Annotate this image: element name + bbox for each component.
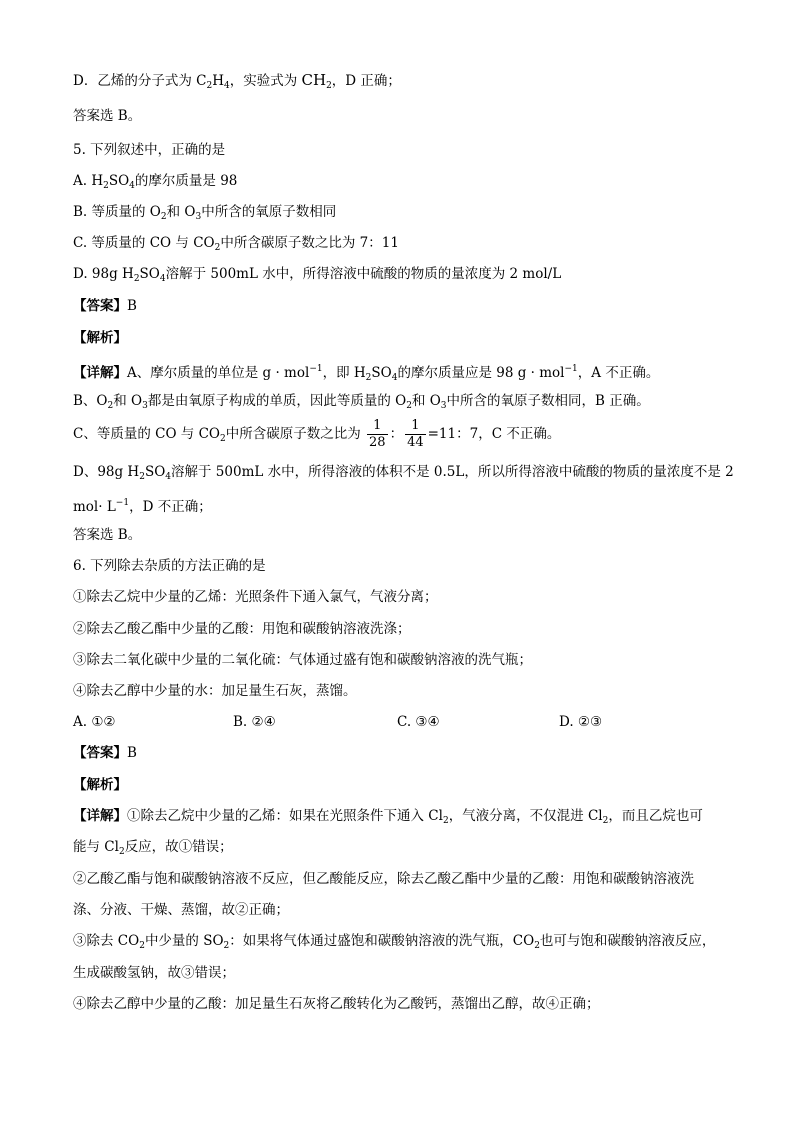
question-5-option-a xyxy=(73,171,237,196)
question-6-detail-2-cont: 涤、分液、干燥、蒸馏，故②正确； xyxy=(73,902,289,918)
subscript: 2 xyxy=(118,847,125,857)
fraction xyxy=(405,418,426,451)
text: A. H xyxy=(73,173,104,189)
question-6-detail-3 xyxy=(73,931,715,956)
text: ①除去乙烷中少量的乙烯：如果在光照条件下通入 Cl xyxy=(127,808,443,824)
subscript: 2 xyxy=(133,274,140,284)
option-a: A. ①② xyxy=(73,714,116,730)
subscript: 2 xyxy=(442,816,449,826)
subscript: 2 xyxy=(223,941,230,951)
text: SO xyxy=(139,266,160,282)
text: 中所含的氧原子数相同 xyxy=(201,204,337,220)
text: mol· L xyxy=(73,499,116,515)
fraction xyxy=(367,418,388,451)
question-5-analysis-tag xyxy=(73,328,127,348)
subscript: 2 xyxy=(206,81,213,91)
text: ，即 H xyxy=(322,365,366,381)
analysis-tag: 【解析】 xyxy=(73,330,127,346)
option-c: C. ③④ xyxy=(397,714,440,730)
question-6-options xyxy=(73,712,733,732)
detail-tag: 【详解】 xyxy=(73,365,127,381)
question-5-option-b xyxy=(73,202,336,227)
denominator: 28 xyxy=(369,435,386,450)
question-6-item-1: ①除去乙烷中少量的乙烯：光照条件下通入氯气，气液分离； xyxy=(73,589,438,605)
text: ，气液分离，不仅混进 Cl xyxy=(448,808,603,824)
subscript: 2 xyxy=(602,816,609,826)
text: 反应，故①错误； xyxy=(124,839,233,855)
subscript: 2 xyxy=(103,181,109,191)
option-b: B. ②④ xyxy=(233,714,276,730)
text: ，D 正确； xyxy=(331,73,401,89)
text: A、摩尔质量的单位是 g · mol xyxy=(127,365,310,381)
subscript: 2 xyxy=(139,941,145,951)
answer-tag: 【答案】 xyxy=(73,298,127,314)
text: 中所含碳原子数之比为 xyxy=(225,426,366,442)
subscript: 2 xyxy=(139,472,145,482)
option-d: D. ②③ xyxy=(559,714,603,730)
subscript: 3 xyxy=(440,401,447,411)
text: 中少量的 SO xyxy=(144,933,224,949)
text: 能与 Cl xyxy=(73,839,119,855)
text: H xyxy=(212,73,224,89)
question-5-explanation-d xyxy=(73,462,734,487)
text: 和 O xyxy=(166,204,196,220)
text: C、等质量的 CO 与 CO xyxy=(73,426,220,442)
text: D．乙烯的分子式为 C xyxy=(73,73,207,89)
subscript: 2 xyxy=(214,243,221,253)
subscript: 2 xyxy=(406,401,412,411)
question-6-detail-2: ②乙酸乙酯与饱和碳酸钠溶液不反应，但乙酸能反应，除去乙酸乙酯中少量的乙酸：用饱和碳酸钠溶液洗 xyxy=(73,871,694,887)
text: SO xyxy=(144,464,166,480)
numerator: 1 xyxy=(405,418,426,435)
question-6-detail-4: ④除去乙醇中少量的乙酸：加足量生石灰将乙酸转化为乙酸钙，蒸馏出乙醇，故④正确； xyxy=(73,996,600,1012)
text: ，实验式为 xyxy=(229,73,302,89)
question-6-analysis-tag xyxy=(73,775,127,795)
subscript: 4 xyxy=(391,373,398,383)
text: D. 98g H xyxy=(73,266,134,282)
text: D、98g H xyxy=(73,464,140,480)
subscript: 3 xyxy=(142,401,148,411)
subscript: 2 xyxy=(534,941,540,951)
question-6-detail-3-cont: 生成碳酸氢钠，故③错误； xyxy=(73,965,235,981)
subscript: 3 xyxy=(195,212,202,222)
question-6-detail-1-cont xyxy=(73,837,233,862)
question-6-item-4: ④除去乙醇中少量的水：加足量生石灰，蒸馏。 xyxy=(73,683,357,699)
question-5-answer xyxy=(73,296,137,316)
denominator: 44 xyxy=(407,435,424,450)
subscript: 2 xyxy=(160,212,167,222)
text: B、O xyxy=(73,393,108,409)
text: ，D 不正确； xyxy=(129,499,212,515)
question-6-detail-1 xyxy=(73,806,703,831)
subscript: 2 xyxy=(107,401,114,411)
text: 溶解于 500mL 水中，所得溶液的体积不是 0.5L，所以所得溶液中硫酸的物质的量浓度不是 2 xyxy=(171,464,734,480)
detail-tag: 【详解】 xyxy=(73,808,127,824)
text: SO xyxy=(108,173,130,189)
subscript: 4 xyxy=(159,274,166,284)
subscript: 4 xyxy=(165,472,172,482)
subscript: 4 xyxy=(129,181,135,191)
subscript: 2 xyxy=(326,81,332,91)
numerator: 1 xyxy=(367,418,388,435)
text: ，而且乙烷也可 xyxy=(608,808,703,824)
question-6-item-2: ②除去乙酸乙酯中少量的乙酸：用饱和碳酸钠溶液洗涤； xyxy=(73,621,411,637)
text: 的摩尔质量是 98 xyxy=(134,173,238,189)
question-5-stem: 5. 下列叙述中，正确的是 xyxy=(73,142,226,158)
text: 溶解于 500mL 水中，所得溶液中硫酸的物质的量浓度为 2 mol/L xyxy=(165,266,562,282)
text: ，A 不正确。 xyxy=(577,365,660,381)
option-d-conclusion xyxy=(73,70,401,96)
superscript: −1 xyxy=(115,498,130,508)
subscript: 2 xyxy=(220,434,226,444)
superscript: −1 xyxy=(564,364,578,374)
subscript: 4 xyxy=(223,81,230,91)
formula: CH xyxy=(301,71,327,89)
question-5-explanation-b xyxy=(73,391,650,416)
answer-line: 答案选 B。 xyxy=(73,108,142,124)
answer-value: B xyxy=(127,298,137,314)
text: SO xyxy=(371,365,392,381)
text: 和 O xyxy=(113,393,143,409)
superscript: −1 xyxy=(309,364,323,374)
text: =11：7，C 不正确。 xyxy=(427,426,561,442)
text: 也可与饱和碳酸钠溶液反应， xyxy=(539,933,716,949)
question-5-option-d xyxy=(73,264,561,289)
question-5-explanation-a xyxy=(73,359,659,388)
question-5-conclusion: 答案选 B。 xyxy=(73,527,142,543)
text: B. 等质量的 O xyxy=(73,204,161,220)
analysis-tag: 【解析】 xyxy=(73,777,127,793)
text: 的摩尔质量应是 98 g · mol xyxy=(397,365,565,381)
question-5-explanation-d-cont xyxy=(73,493,212,517)
question-6-stem: 6. 下列除去杂质的方法正确的是 xyxy=(73,558,266,574)
text: ③除去 CO xyxy=(73,933,140,949)
answer-tag: 【答案】 xyxy=(73,745,127,761)
text: 和 O xyxy=(411,393,441,409)
subscript: 2 xyxy=(365,373,372,383)
question-6-item-3: ③除去二氧化碳中少量的二氧化硫：气体通过盛有饱和碳酸钠溶液的洗气瓶； xyxy=(73,652,532,668)
text: C. 等质量的 CO 与 CO xyxy=(73,235,215,251)
text: 都是由氧原子构成的单质，因此等质量的 O xyxy=(147,393,407,409)
text: 中所含碳原子数之比为 7：11 xyxy=(220,235,399,251)
text: ：如果将气体通过盛饱和碳酸钠溶液的洗气瓶，CO xyxy=(229,933,535,949)
question-5-explanation-c xyxy=(73,414,560,459)
text: ： xyxy=(389,426,404,442)
question-6-answer xyxy=(73,743,137,763)
question-5-option-c xyxy=(73,233,399,258)
answer-value: B xyxy=(127,745,137,761)
text: 中所含的氧原子数相同，B 正确。 xyxy=(446,393,650,409)
